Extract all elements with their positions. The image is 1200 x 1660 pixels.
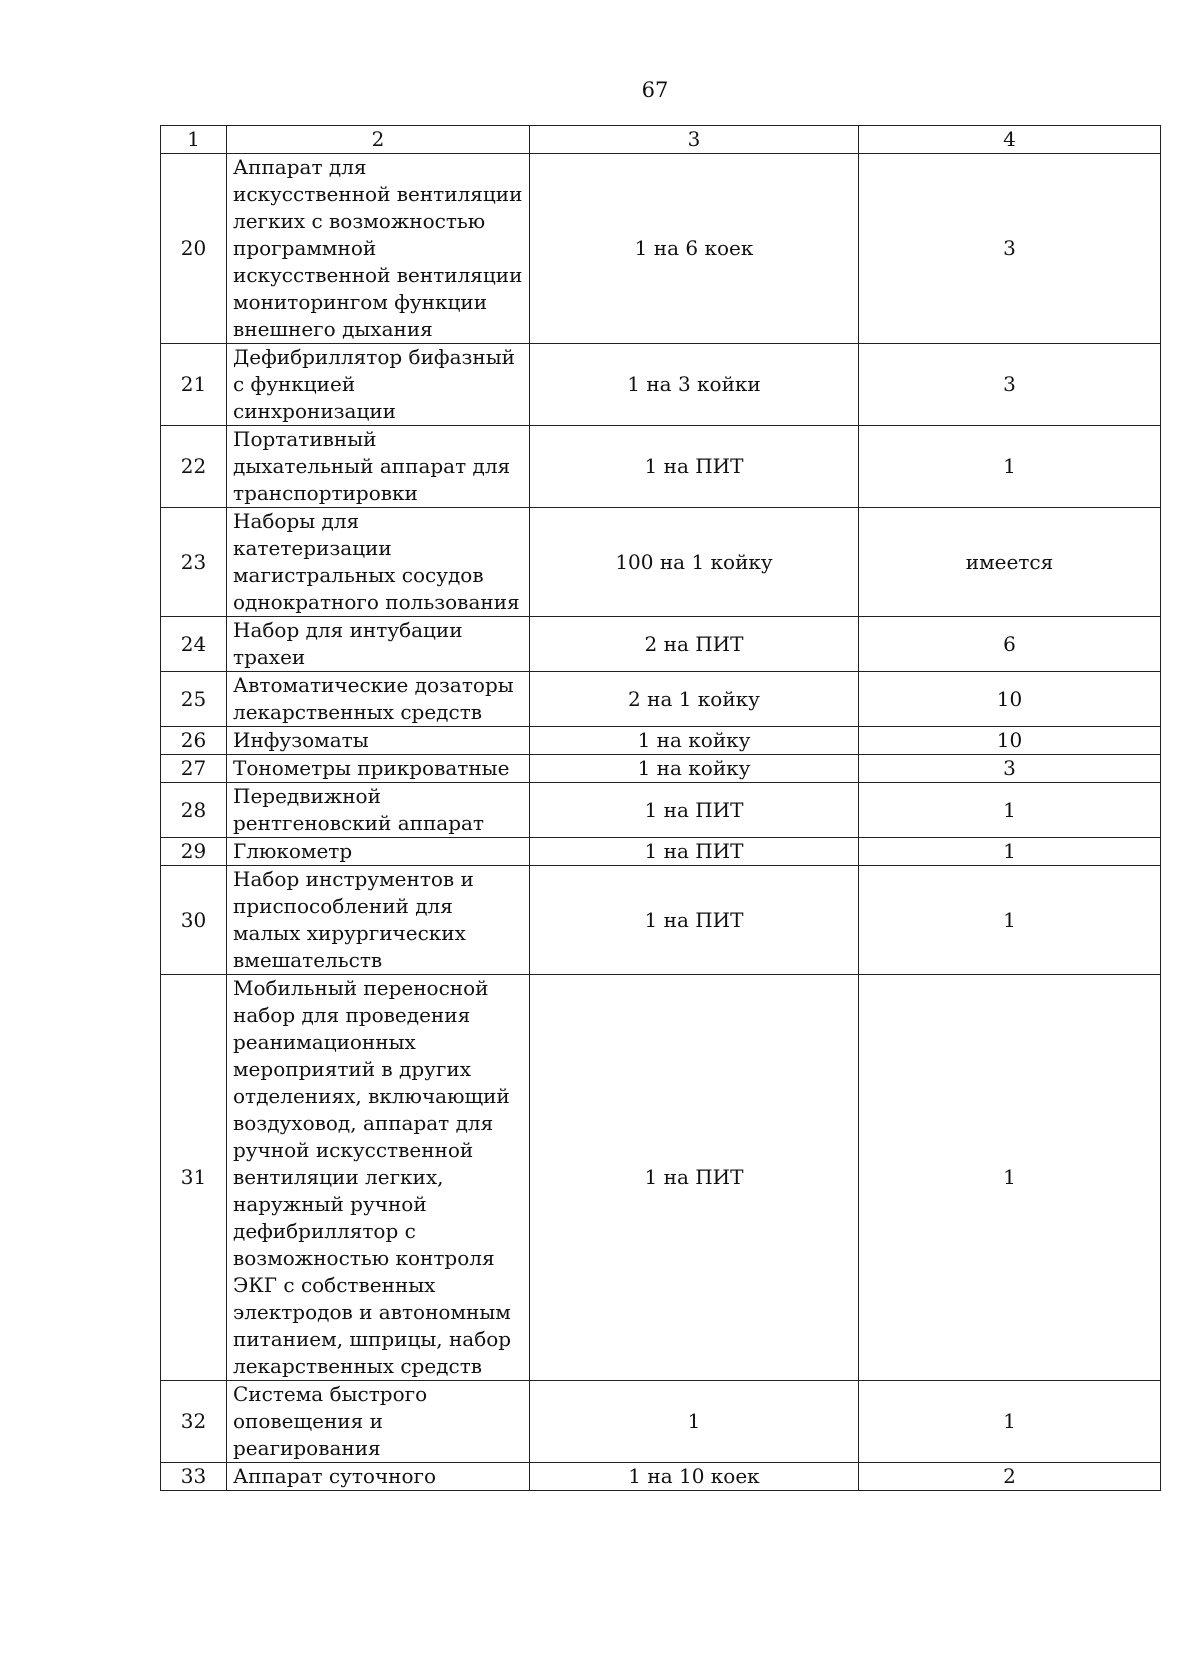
table-row <box>161 344 1161 426</box>
row-number-cell: 20 <box>161 154 227 344</box>
standard-quantity-cell: 1 на 3 койки <box>530 344 859 426</box>
table-row <box>161 154 1161 344</box>
table-row <box>161 727 1161 755</box>
row-number-cell: 23 <box>161 508 227 617</box>
row-number-cell: 28 <box>161 783 227 838</box>
actual-count-cell: имеется <box>859 508 1161 617</box>
standard-quantity-cell: 1 на ПИТ <box>530 783 859 838</box>
table-row <box>161 783 1161 838</box>
standard-quantity-cell: 100 на 1 койку <box>530 508 859 617</box>
standard-quantity-cell: 2 на ПИТ <box>530 617 859 672</box>
actual-count-cell: 6 <box>859 617 1161 672</box>
row-number-cell: 33 <box>161 1463 227 1491</box>
standard-quantity-cell: 2 на 1 койку <box>530 672 859 727</box>
actual-count-cell: 10 <box>859 672 1161 727</box>
column-header: 2 <box>227 126 530 154</box>
actual-count-cell: 1 <box>859 1381 1161 1463</box>
row-number-cell: 22 <box>161 426 227 508</box>
standard-quantity-cell: 1 <box>530 1381 859 1463</box>
row-number-cell: 27 <box>161 755 227 783</box>
equipment-name-cell: Наборы для катетеризации магистральных сосудов однократного пользования <box>227 508 530 617</box>
table-row <box>161 866 1161 975</box>
equipment-name-cell: Автоматические дозаторы лекарственных средств <box>227 672 530 727</box>
column-header: 1 <box>161 126 227 154</box>
page-number: 67 <box>641 78 669 102</box>
row-number-cell: 32 <box>161 1381 227 1463</box>
equipment-name-cell: Тонометры прикроватные <box>227 755 530 783</box>
actual-count-cell: 1 <box>859 783 1161 838</box>
actual-count-cell: 1 <box>859 975 1161 1381</box>
actual-count-cell: 1 <box>859 426 1161 508</box>
standard-quantity-cell: 1 на 10 коек <box>530 1463 859 1491</box>
standard-quantity-cell: 1 на койку <box>530 755 859 783</box>
standard-quantity-cell: 1 на 6 коек <box>530 154 859 344</box>
row-number-cell: 29 <box>161 838 227 866</box>
actual-count-cell: 1 <box>859 866 1161 975</box>
actual-count-cell: 3 <box>859 154 1161 344</box>
equipment-name-cell: Аппарат для искусственной вентиляции легких с возможностью программной искусственной вентиляции мониторингом функции внешнего дыхания <box>227 154 530 344</box>
table-row <box>161 672 1161 727</box>
table-row <box>161 426 1161 508</box>
actual-count-cell: 10 <box>859 727 1161 755</box>
table-row <box>161 617 1161 672</box>
standard-quantity-cell: 1 на ПИТ <box>530 975 859 1381</box>
table-header-row <box>161 126 1161 154</box>
equipment-name-cell: Набор инструментов и приспособлений для малых хирургических вмешательств <box>227 866 530 975</box>
row-number-cell: 25 <box>161 672 227 727</box>
equipment-name-cell: Глюкометр <box>227 838 530 866</box>
equipment-name-cell: Набор для интубации трахеи <box>227 617 530 672</box>
table-row <box>161 508 1161 617</box>
standard-quantity-cell: 1 на ПИТ <box>530 866 859 975</box>
equipment-name-cell: Передвижной рентгеновский аппарат <box>227 783 530 838</box>
row-number-cell: 26 <box>161 727 227 755</box>
row-number-cell: 31 <box>161 975 227 1381</box>
column-header: 4 <box>859 126 1161 154</box>
equipment-name-cell: Система быстрого оповещения и реагирования <box>227 1381 530 1463</box>
actual-count-cell: 3 <box>859 755 1161 783</box>
actual-count-cell: 1 <box>859 838 1161 866</box>
table-row <box>161 838 1161 866</box>
table-row <box>161 1381 1161 1463</box>
column-header: 3 <box>530 126 859 154</box>
standard-quantity-cell: 1 на койку <box>530 727 859 755</box>
table-row <box>161 755 1161 783</box>
table-row <box>161 975 1161 1381</box>
equipment-table <box>160 125 1161 1491</box>
equipment-name-cell: Аппарат суточного <box>227 1463 530 1491</box>
equipment-name-cell: Дефибриллятор бифазный с функцией синхронизации <box>227 344 530 426</box>
standard-quantity-cell: 1 на ПИТ <box>530 838 859 866</box>
equipment-name-cell: Портативный дыхательный аппарат для транспортировки <box>227 426 530 508</box>
equipment-name-cell: Инфузоматы <box>227 727 530 755</box>
equipment-name-cell: Мобильный переносной набор для проведения реанимационных мероприятий в других отделениях, включающий воздуховод, аппарат для ручной искусственной вентиляции легких, наружный ручной дефибриллятор с возможностью контроля ЭКГ с собственных электродов и автономным питанием, шприцы, набор лекарственных средств <box>227 975 530 1381</box>
actual-count-cell: 2 <box>859 1463 1161 1491</box>
actual-count-cell: 3 <box>859 344 1161 426</box>
row-number-cell: 21 <box>161 344 227 426</box>
table-row <box>161 1463 1161 1491</box>
row-number-cell: 30 <box>161 866 227 975</box>
row-number-cell: 24 <box>161 617 227 672</box>
standard-quantity-cell: 1 на ПИТ <box>530 426 859 508</box>
